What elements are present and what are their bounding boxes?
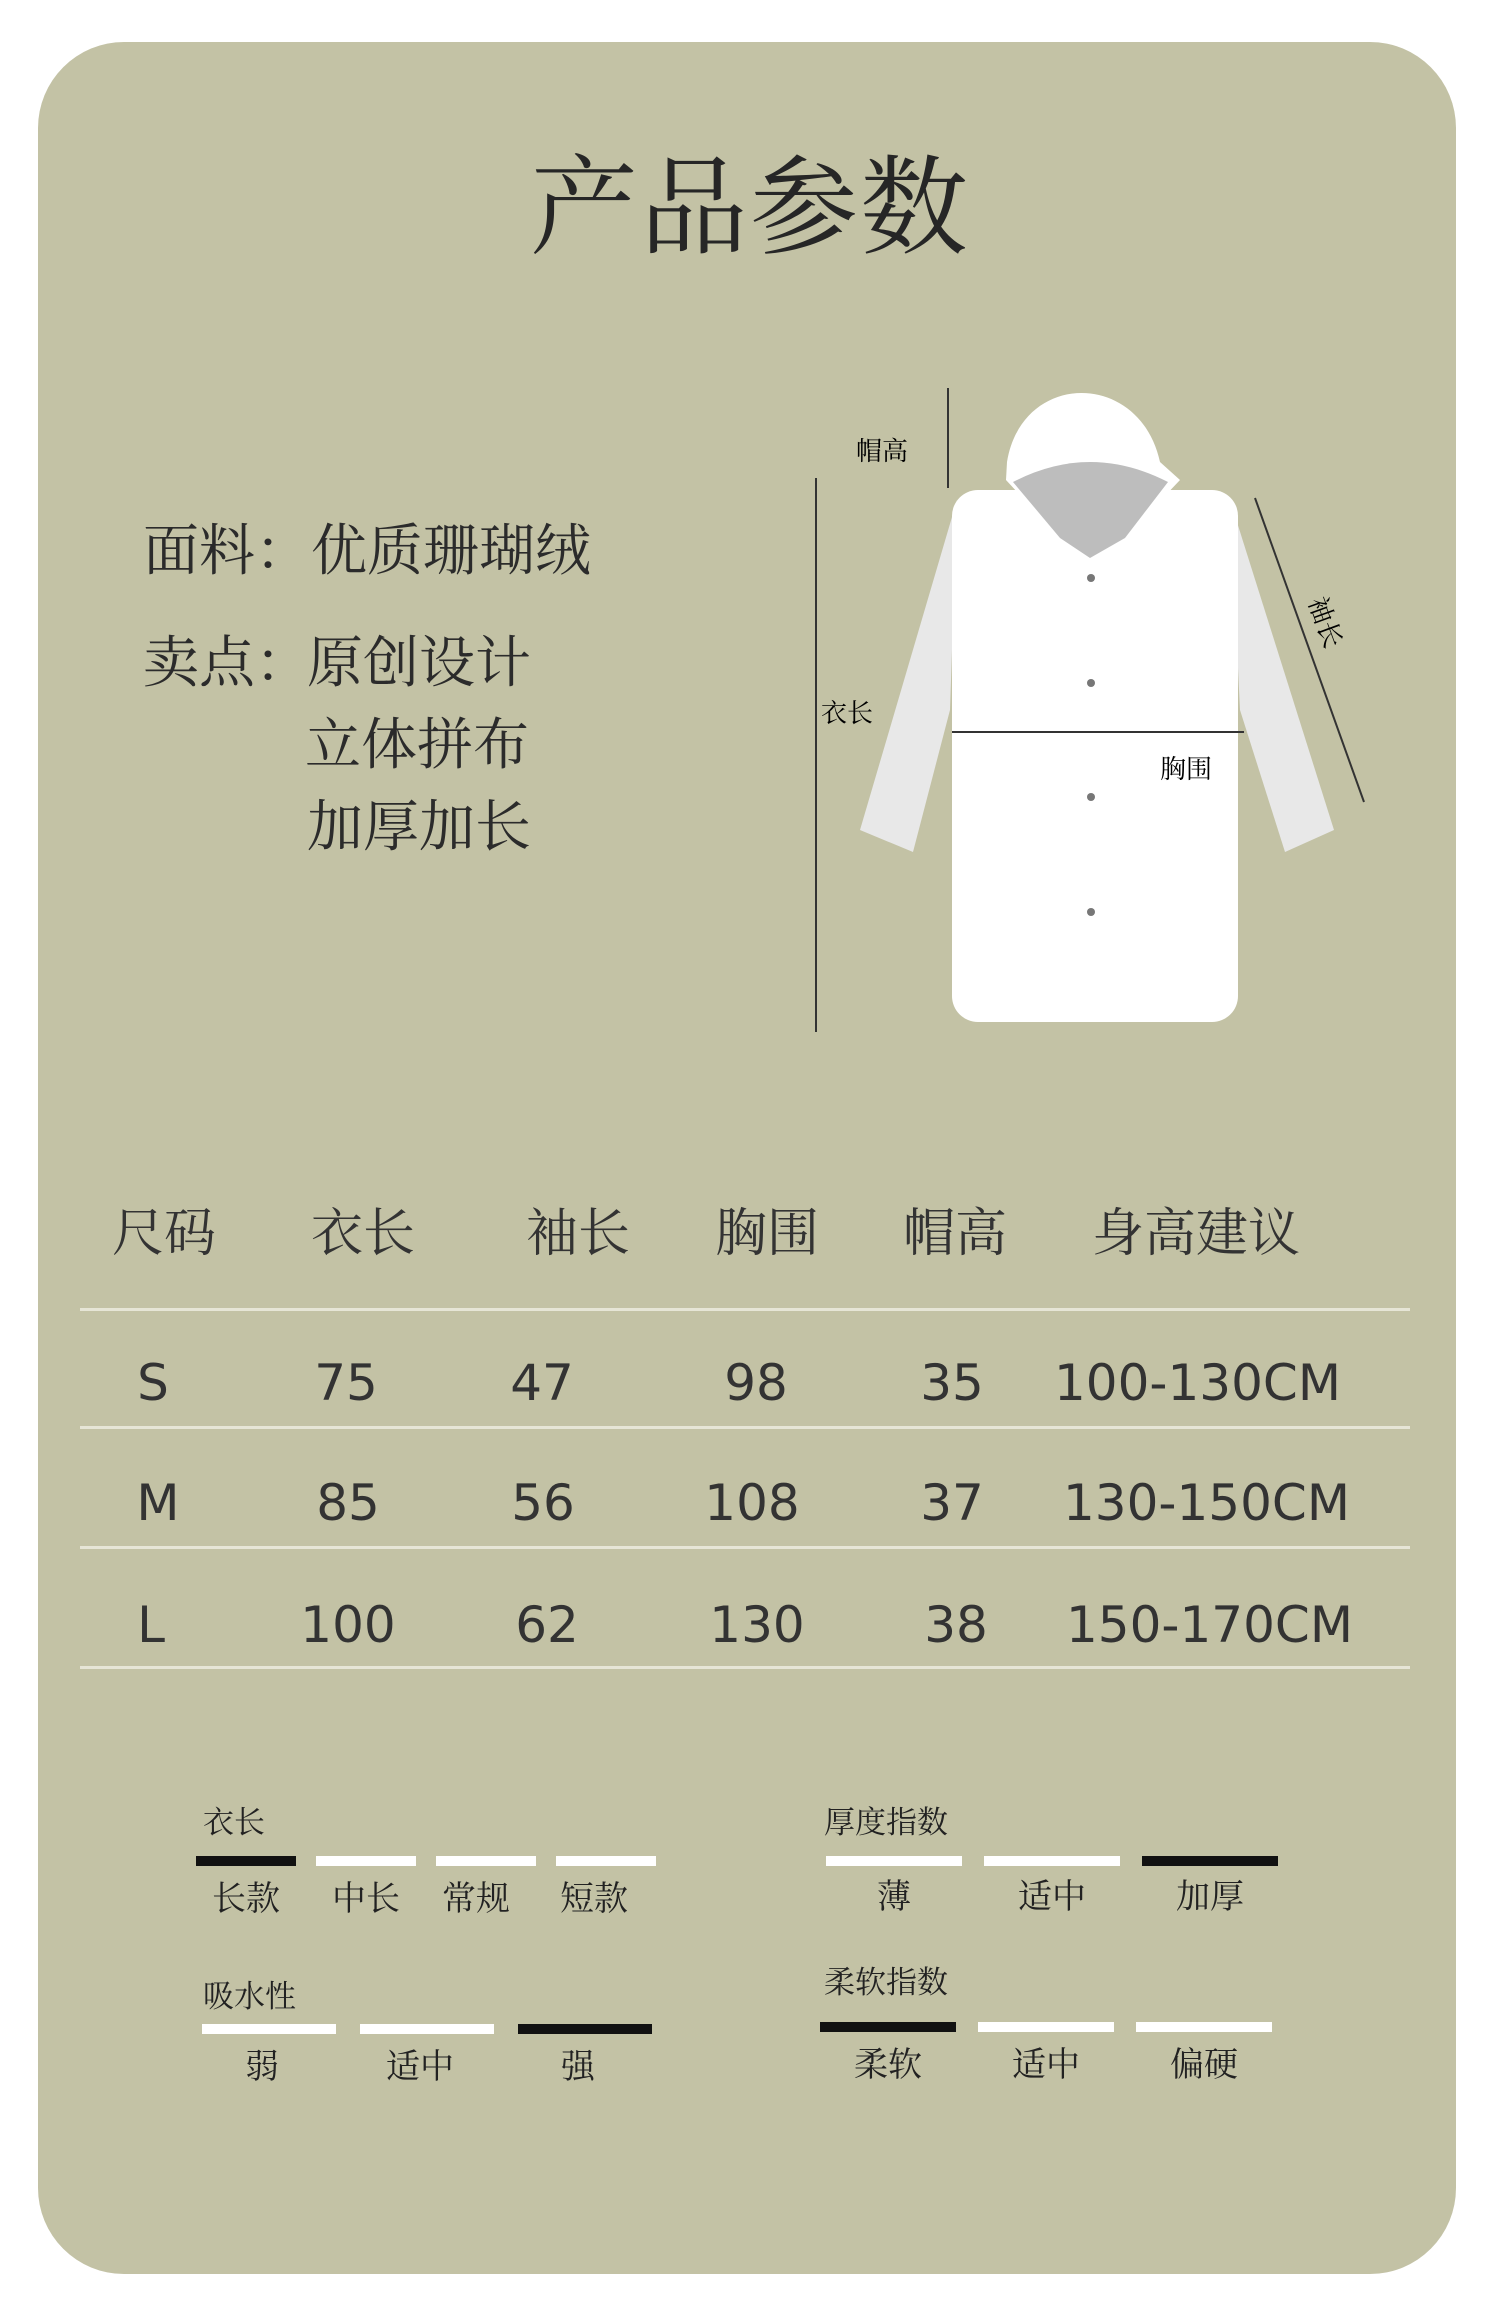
selling-point-item: 立体拼布: [305, 713, 529, 778]
table-divider: [80, 1426, 1410, 1429]
indicator-bar: [826, 1856, 962, 1866]
fabric-line: [143, 519, 591, 584]
button-dot: [1087, 574, 1095, 582]
fabric-value: 优质珊瑚绒: [311, 519, 591, 584]
table-cell: 75: [314, 1354, 378, 1412]
indicator-bar: [820, 2022, 956, 2032]
indicator-option: 短款: [560, 1879, 628, 1919]
indicator-option: 长款: [212, 1879, 280, 1919]
table-header-cell: 尺码: [111, 1204, 216, 1264]
table-cell: 38: [924, 1596, 988, 1654]
table-cell: 85: [316, 1474, 380, 1532]
indicator-option: 适中: [386, 2047, 454, 2087]
table-cell: 150-170CM: [1066, 1596, 1353, 1654]
indicator-title-softness: 柔软指数: [824, 1965, 948, 2001]
indicator-option: 适中: [1012, 2045, 1080, 2085]
table-cell: 37: [920, 1474, 984, 1532]
indicator-bar: [436, 1856, 536, 1866]
table-cell: 35: [920, 1354, 984, 1412]
table-cell: 62: [515, 1596, 579, 1654]
hoodie-diagram: [800, 370, 1400, 1050]
table-cell: 108: [704, 1474, 800, 1532]
indicator-option: 弱: [245, 2047, 279, 2087]
table-cell: L: [137, 1596, 165, 1654]
selling-point-label: 卖点：: [143, 631, 311, 696]
table-cell: 100-130CM: [1054, 1354, 1341, 1412]
button-dot: [1087, 908, 1095, 916]
indicator-option: 适中: [1018, 1877, 1086, 1917]
table-header-cell: 身高建议: [1091, 1204, 1300, 1264]
table-cell: M: [136, 1474, 180, 1532]
indicator-bar: [360, 2024, 494, 2034]
indicator-bar: [316, 1856, 416, 1866]
table-cell: 130-150CM: [1063, 1474, 1350, 1532]
selling-point-item: 加厚加长: [307, 795, 531, 860]
label-hat-height: 帽高: [856, 437, 909, 467]
indicator-title-length: 衣长: [203, 1805, 265, 1841]
indicator-bar: [978, 2022, 1114, 2032]
indicator-title-thickness: 厚度指数: [824, 1805, 948, 1841]
indicator-option: 强: [561, 2047, 595, 2087]
table-divider: [80, 1308, 1410, 1311]
indicator-title-absorbency: 吸水性: [203, 1979, 296, 2015]
left-sleeve: [860, 500, 957, 852]
indicator-option: 加厚: [1176, 1877, 1244, 1917]
table-cell: 47: [510, 1354, 574, 1412]
indicator-option: 偏硬: [1170, 2045, 1238, 2085]
button-dot: [1087, 793, 1095, 801]
table-cell: 56: [511, 1474, 575, 1532]
table-divider: [80, 1666, 1410, 1669]
label-chest: 胸围: [1160, 755, 1213, 785]
indicator-bar: [202, 2024, 336, 2034]
table-header-cell: 帽高: [902, 1204, 1007, 1264]
indicator-bar: [1136, 2022, 1272, 2032]
table-cell: S: [137, 1354, 169, 1412]
indicator-option: 薄: [877, 1877, 911, 1917]
table-cell: 130: [709, 1596, 805, 1654]
table-header-cell: 袖长: [525, 1204, 630, 1264]
indicator-bar: [556, 1856, 656, 1866]
indicator-option: 柔软: [854, 2045, 922, 2085]
table-cell: 100: [300, 1596, 396, 1654]
table-divider: [80, 1546, 1410, 1549]
selling-point-item: 原创设计: [307, 631, 531, 696]
indicator-bar: [1142, 1856, 1278, 1866]
page-title: 产品参数: [529, 146, 970, 271]
table-header-cell: 胸围: [714, 1204, 819, 1264]
indicator-option: 中长: [332, 1879, 400, 1919]
label-sleeve: 袖长: [1301, 593, 1348, 653]
button-dot: [1087, 679, 1095, 687]
label-length: 衣长: [821, 699, 874, 729]
indicator-option: 常规: [442, 1879, 510, 1919]
indicator-bar: [518, 2024, 652, 2034]
indicator-bar: [984, 1856, 1120, 1866]
fabric-label: 面料：: [143, 519, 311, 584]
table-cell: 98: [724, 1354, 788, 1412]
indicator-bar: [196, 1856, 296, 1866]
table-header-cell: 衣长: [310, 1204, 415, 1264]
